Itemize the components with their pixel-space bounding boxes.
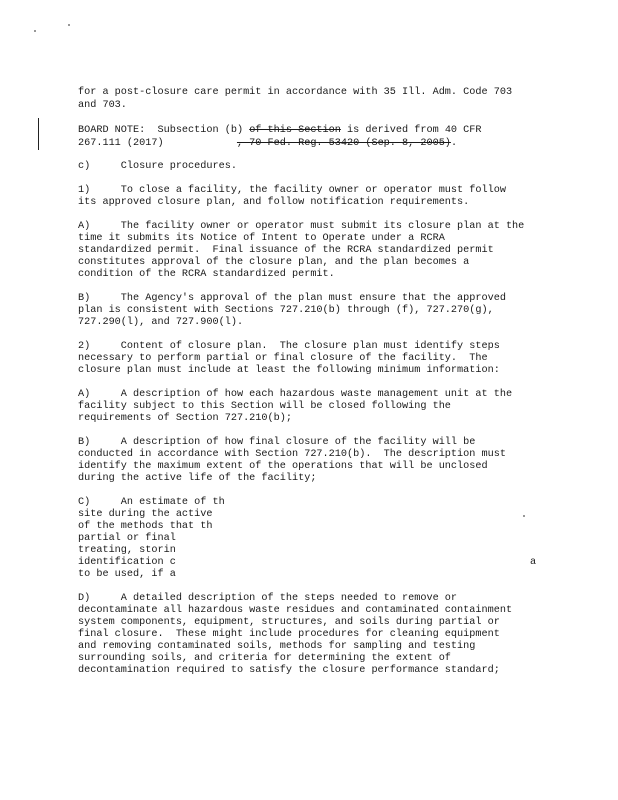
paragraph-line: B) The Agency's approval of the plan must ensure that the approved <box>78 293 506 304</box>
paragraph-line: identify the maximum extent of the operations that will be unclosed <box>78 461 488 472</box>
board-note-line <box>78 137 457 150</box>
paragraph-line: decontaminate all hazardous waste residues and contaminated containment <box>78 605 513 616</box>
paragraph-line: 727.290(l), and 727.900(l). <box>78 317 244 328</box>
paragraph-line: C) An estimate of th <box>78 497 225 508</box>
board-note-prefix: 267.111 (2017) <box>78 138 237 149</box>
intro-line: for a post-closure care permit in accordance with 35 Ill. Adm. Code 703 <box>78 87 513 98</box>
board-note-suffix: . <box>450 138 458 149</box>
paragraph-line: closure plan must include at least the following minimum information: <box>78 365 500 376</box>
paragraph-line: decontamination required to satisfy the closure performance standard; <box>78 665 500 676</box>
paragraph-line: final closure. These might include procedures for cleaning equipment <box>78 629 500 640</box>
board-note-line <box>78 124 482 137</box>
paragraph-line: to be used, if a <box>78 569 176 580</box>
scan-speck <box>34 30 36 32</box>
board-note-prefix: BOARD NOTE: Subsection (b) <box>78 125 250 136</box>
paragraph-line: A) A description of how each hazardous waste management unit at the <box>78 389 513 400</box>
paragraph-line: D) A detailed description of the steps needed to remove or <box>78 593 458 604</box>
paragraph-line: condition of the RCRA standardized permit. <box>78 269 335 280</box>
paragraph-line: and removing contaminated soils, methods for sampling and testing <box>78 641 476 652</box>
section-heading: c) Closure procedures. <box>78 161 237 172</box>
paragraph-line: during the active life of the facility; <box>78 473 317 484</box>
paragraph-line: treating, storin <box>78 545 176 556</box>
paragraph-line: requirements of Section 727.210(b); <box>78 413 292 424</box>
scan-speck <box>523 515 525 517</box>
paragraph-line: 2) Content of closure plan. The closure plan must identify steps <box>78 341 500 352</box>
board-note-struck-text: of this Section <box>249 125 341 136</box>
paragraph-line: A) The facility owner or operator must submit its closure plan at the <box>78 221 525 232</box>
scan-speck <box>68 24 70 26</box>
paragraph-line: site during the active <box>78 509 213 520</box>
paragraph-line: partial or final <box>78 533 176 544</box>
intro-line: and 703. <box>78 100 127 111</box>
paragraph-line: 1) To close a facility, the facility owner or operator must follow <box>78 185 506 196</box>
paragraph-line: plan is consistent with Sections 727.210(b) through (f), 727.270(g), <box>78 305 494 316</box>
paragraph-line: B) A description of how final closure of the facility will be <box>78 437 476 448</box>
paragraph-line: constitutes approval of the closure plan, and the plan becomes a <box>78 257 470 268</box>
revision-margin-bar <box>38 118 39 150</box>
paragraph-line: identification c <box>78 557 176 568</box>
paragraph-line: facility subject to this Section will be closed following the <box>78 401 451 412</box>
paragraph-line: system components, equipment, structures, and soils during partial or <box>78 617 500 628</box>
paragraph-line: standardized permit. Final issuance of the RCRA standardized permit <box>78 245 494 256</box>
board-note-suffix: is derived from 40 CFR <box>340 125 482 136</box>
board-note-struck-text: , 70 Fed. Reg. 53420 (Sep. 8, 2005) <box>236 138 451 149</box>
paragraph-line: conducted in accordance with Section 727.210(b). The description must <box>78 449 506 460</box>
paragraph-line: time it submits its Notice of Intent to Operate under a RCRA <box>78 233 445 244</box>
paragraph-line: surrounding soils, and criteria for determining the extent of <box>78 653 451 664</box>
paragraph-line: necessary to perform partial or final closure of the facility. The <box>78 353 488 364</box>
text-fragment: a <box>530 557 537 568</box>
paragraph-line: its approved closure plan, and follow notification requirements. <box>78 197 470 208</box>
paragraph-line: of the methods that th <box>78 521 213 532</box>
